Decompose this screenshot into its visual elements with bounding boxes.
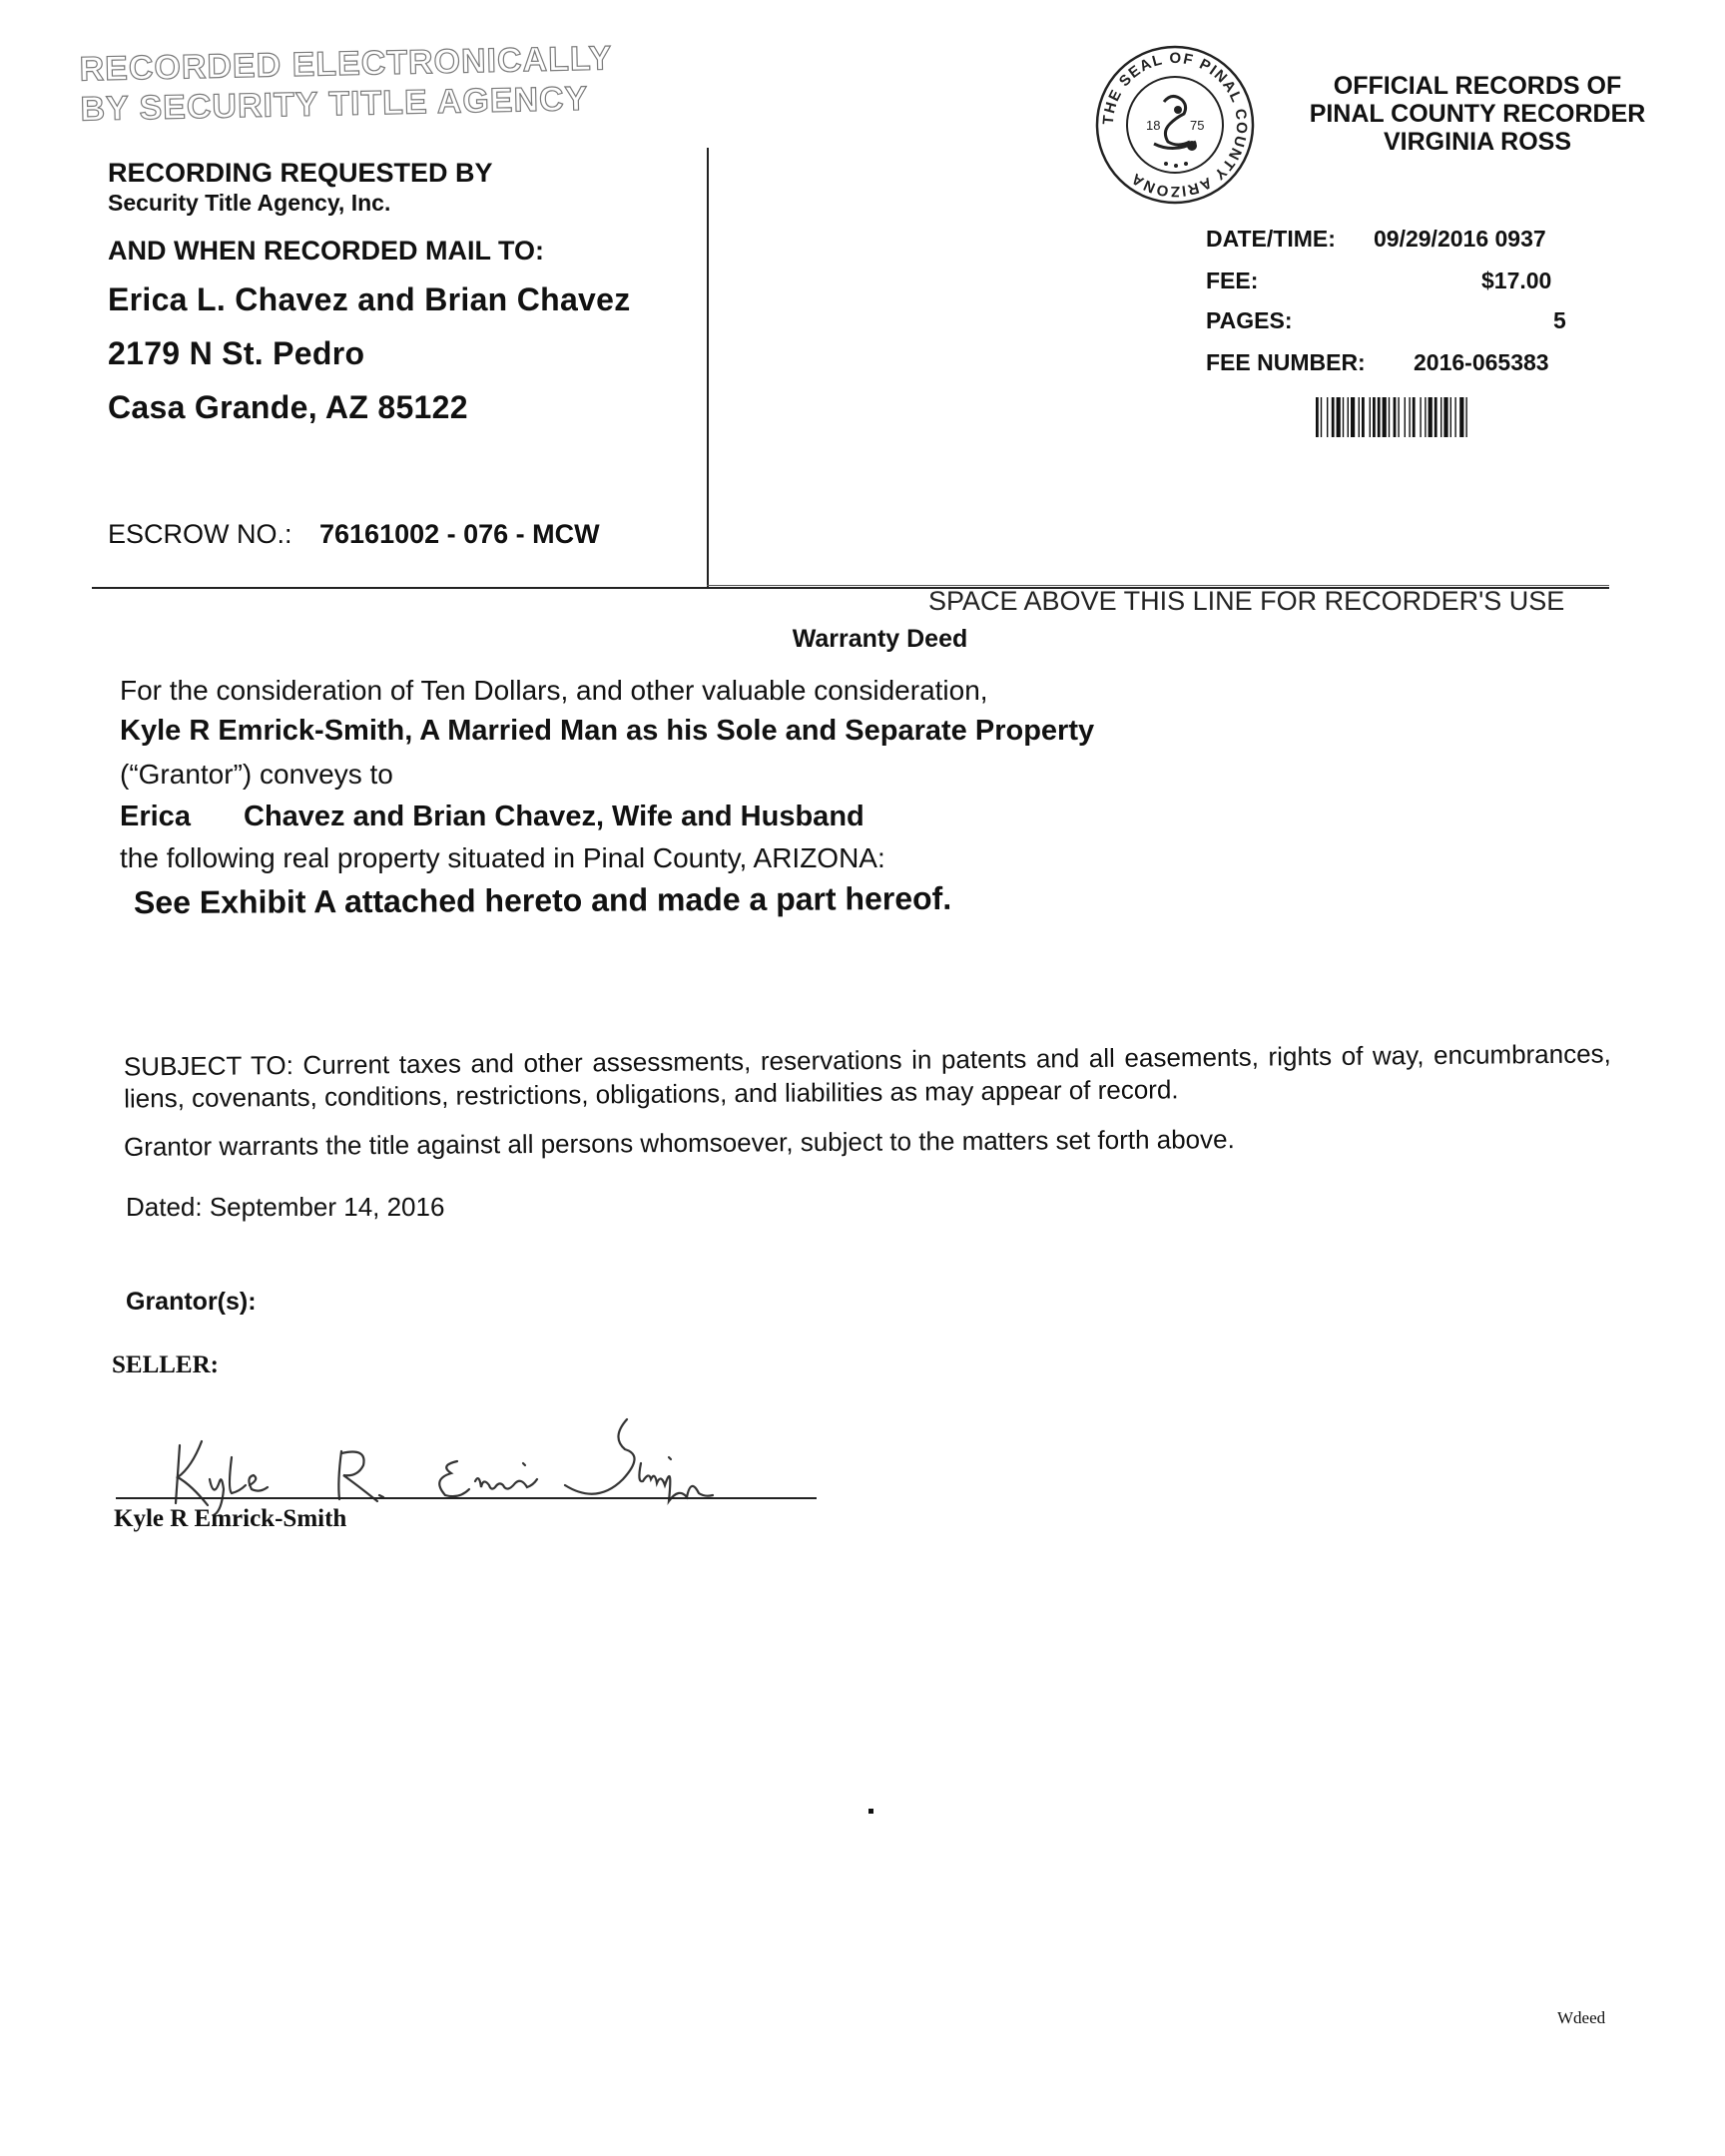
official-line-2: PINAL COUNTY RECORDER [1309, 100, 1646, 128]
datetime-label: DATE/TIME: [1206, 226, 1336, 252]
property-text: the following real property situated in Pinal County, ARIZONA: [120, 842, 885, 873]
seal-year-left: 18 [1146, 118, 1161, 133]
official-records-heading [1268, 72, 1687, 156]
document-title-text: Warranty Deed [792, 625, 968, 653]
official-line-3: VIRGINIA ROSS [1384, 128, 1571, 156]
signer-name: Kyle R Emrick-Smith [114, 1505, 347, 1532]
datetime-value: 09/29/2016 0937 [1374, 226, 1546, 252]
fee-value: $17.00 [1481, 268, 1552, 293]
pinal-county-seal-icon [1094, 44, 1256, 206]
subject-to-paragraph: SUBJECT TO: Current taxes and other assessments, reservations in patents and all easements, rights of way, encumbrances, liens, covenants, conditions, restrictions, obligations, and liabilities as may appear of record. [123, 1038, 1611, 1114]
mail-to-label: AND WHEN RECORDED MAIL TO: [108, 236, 544, 266]
fee-number-value: 2016-065383 [1414, 349, 1549, 375]
footer-code: Wdeed [1557, 2008, 1606, 2027]
recorder-use-note: SPACE ABOVE THIS LINE FOR RECORDER'S USE [928, 586, 1565, 616]
grantee-names: Chavez and Brian Chavez, Wife and Husband [244, 801, 864, 832]
seal-outer-text: THE SEAL OF PINAL COUNTY ARIZONA [1099, 49, 1251, 201]
fee-number-label: FEE NUMBER: [1206, 349, 1366, 375]
exhibit-reference: See Exhibit A attached hereto and made a part hereof. [133, 879, 952, 921]
svg-text:THE SEAL OF PINAL COUNTY ARIZO [1100, 50, 1250, 200]
stamp-line-1: RECORDED ELECTRONICALLY [79, 39, 613, 89]
header-divider-vertical [707, 148, 709, 587]
recording-requested-agency: Security Title Agency, Inc. [108, 190, 391, 216]
grantors-label: Grantor(s): [126, 1288, 257, 1316]
barcode-icon [1316, 397, 1591, 437]
escrow-number: 76161002 - 076 - MCW [319, 519, 600, 549]
recording-requested-label: RECORDING REQUESTED BY [108, 158, 493, 188]
grantee-first-name: Erica [120, 801, 191, 832]
escrow-label: ESCROW NO.: [108, 519, 292, 549]
mail-to-street: 2179 N St. Pedro [108, 335, 365, 371]
pages-label: PAGES: [1206, 307, 1293, 333]
mail-to-name: Erica L. Chavez and Brian Chavez [108, 281, 631, 317]
warranty-statement: Grantor warrants the title against all persons whomsoever, subject to the matters set forth above. [123, 1124, 1235, 1162]
pages-value: 5 [1553, 307, 1566, 333]
signature-line [116, 1497, 817, 1499]
grantor-name: Kyle R Emrick-Smith, A Married Man as his Sole and Separate Property [120, 715, 1095, 747]
fee-label: FEE: [1206, 268, 1259, 293]
official-line-1: OFFICIAL RECORDS OF [1333, 72, 1622, 100]
document-title [0, 625, 1725, 654]
seal-year-right: 75 [1190, 118, 1205, 133]
mail-to-city: Casa Grande, AZ 85122 [108, 389, 468, 425]
conveys-text: (“Grantor”) conveys to [120, 759, 393, 790]
dated-line: Dated: September 14, 2016 [126, 1192, 445, 1222]
recorded-electronically-stamp [79, 38, 613, 129]
stamp-line-2: BY SECURITY TITLE AGENCY [80, 79, 589, 129]
seller-label: SELLER: [112, 1351, 219, 1378]
consideration-text: For the consideration of Ten Dollars, and other valuable consideration, [120, 675, 988, 706]
scan-speck [868, 1809, 873, 1814]
